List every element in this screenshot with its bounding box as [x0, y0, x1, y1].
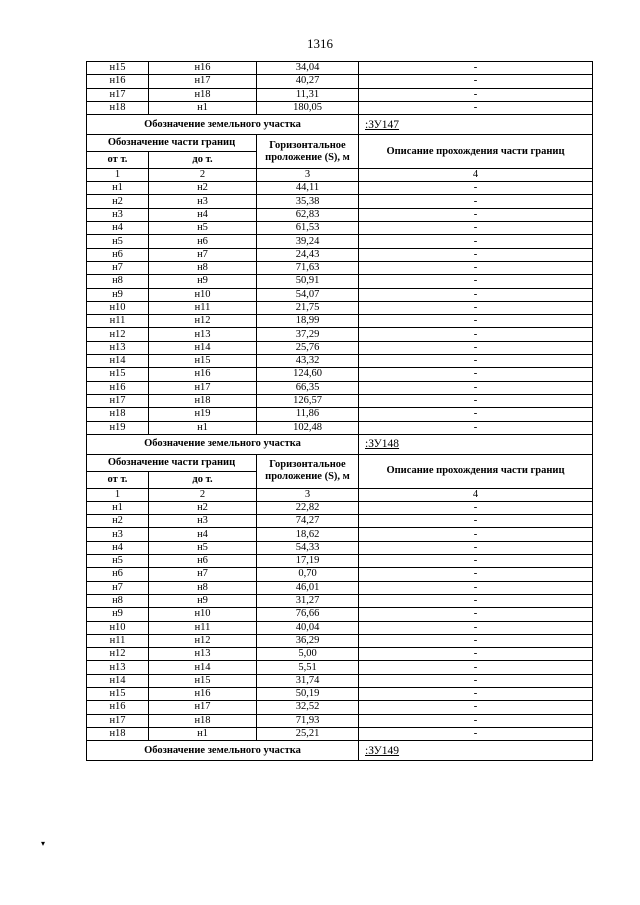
- to-point: н14: [149, 341, 257, 354]
- to-point: н19: [149, 408, 257, 421]
- table-row: [87, 528, 593, 541]
- to-point: н17: [149, 75, 257, 88]
- from-point: н15: [87, 368, 149, 381]
- description: -: [359, 621, 593, 634]
- parcel-code: :ЗУ148: [359, 434, 593, 454]
- description: -: [359, 541, 593, 554]
- to-point: н3: [149, 195, 257, 208]
- table-row: [87, 541, 593, 554]
- horizontal-length: 102,48: [257, 421, 359, 434]
- parcel-title-row: [87, 434, 593, 454]
- from-point: н17: [87, 394, 149, 407]
- to-point: н7: [149, 248, 257, 261]
- description: -: [359, 594, 593, 607]
- table-row: [87, 648, 593, 661]
- page-number: 1316: [307, 36, 333, 51]
- horizontal-length: 22,82: [257, 501, 359, 514]
- horizontal-length: 71,93: [257, 714, 359, 727]
- column-number-2: 2: [149, 169, 257, 182]
- description: -: [359, 208, 593, 221]
- table-row: [87, 275, 593, 288]
- parcel-label: Обозначение земельного участка: [87, 741, 359, 761]
- table-row: [87, 714, 593, 727]
- horizontal-length: 21,75: [257, 301, 359, 314]
- from-point: н14: [87, 674, 149, 687]
- horizontal-length: 17,19: [257, 555, 359, 568]
- horizontal-length: 11,31: [257, 88, 359, 101]
- table-row: [87, 701, 593, 714]
- horizontal-length: 34,04: [257, 62, 359, 75]
- table-row: [87, 381, 593, 394]
- horizontal-length: 31,27: [257, 594, 359, 607]
- description: -: [359, 101, 593, 114]
- column-number-3: 3: [257, 169, 359, 182]
- from-point: н4: [87, 541, 149, 554]
- from-point: н9: [87, 288, 149, 301]
- description: -: [359, 182, 593, 195]
- from-point: н12: [87, 648, 149, 661]
- horizontal-length: 46,01: [257, 581, 359, 594]
- table-row: [87, 88, 593, 101]
- to-point: н9: [149, 275, 257, 288]
- to-point: н5: [149, 222, 257, 235]
- table-row: [87, 608, 593, 621]
- from-point: н15: [87, 62, 149, 75]
- from-point: н10: [87, 301, 149, 314]
- horizontal-length: 32,52: [257, 701, 359, 714]
- horizontal-length: 54,07: [257, 288, 359, 301]
- to-point: н11: [149, 621, 257, 634]
- horizontal-length: 50,19: [257, 687, 359, 700]
- description: -: [359, 88, 593, 101]
- column-number-4: 4: [359, 169, 593, 182]
- parcel-code: :ЗУ149: [359, 741, 593, 761]
- description: -: [359, 674, 593, 687]
- column-number-1: 1: [87, 488, 149, 501]
- to-point: н1: [149, 421, 257, 434]
- description: -: [359, 608, 593, 621]
- table-row: [87, 674, 593, 687]
- from-point: н16: [87, 381, 149, 394]
- from-point: н2: [87, 515, 149, 528]
- from-point: н15: [87, 687, 149, 700]
- table-row: [87, 248, 593, 261]
- table-row: [87, 501, 593, 514]
- to-point: н4: [149, 528, 257, 541]
- table-row: [87, 568, 593, 581]
- horizontal-length: 71,63: [257, 261, 359, 274]
- horizontal-length: 76,66: [257, 608, 359, 621]
- description: -: [359, 301, 593, 314]
- from-point: н17: [87, 714, 149, 727]
- table-row: [87, 421, 593, 434]
- table-row: [87, 182, 593, 195]
- description: -: [359, 75, 593, 88]
- description: -: [359, 394, 593, 407]
- from-point: н7: [87, 581, 149, 594]
- horizontal-length: 66,35: [257, 381, 359, 394]
- table-row: [87, 288, 593, 301]
- to-point: н9: [149, 594, 257, 607]
- table-row: [87, 75, 593, 88]
- description: -: [359, 381, 593, 394]
- description: -: [359, 528, 593, 541]
- to-point: н13: [149, 648, 257, 661]
- to-point: н16: [149, 62, 257, 75]
- to-point: н6: [149, 555, 257, 568]
- horizontal-length: 40,04: [257, 621, 359, 634]
- header-to: до т.: [149, 152, 257, 169]
- table-row: [87, 634, 593, 647]
- horizontal-length: 180,05: [257, 101, 359, 114]
- to-point: н1: [149, 727, 257, 740]
- table-row: [87, 101, 593, 114]
- to-point: н8: [149, 581, 257, 594]
- from-point: н2: [87, 195, 149, 208]
- table-row: [87, 328, 593, 341]
- table-row: [87, 555, 593, 568]
- header-description: Описание прохождения части границ: [359, 135, 593, 169]
- table-row: [87, 594, 593, 607]
- column-number-row: [87, 169, 593, 182]
- description: -: [359, 408, 593, 421]
- table-row: [87, 195, 593, 208]
- to-point: н6: [149, 235, 257, 248]
- parcel-label: Обозначение земельного участка: [87, 434, 359, 454]
- table-row: [87, 235, 593, 248]
- to-point: н18: [149, 394, 257, 407]
- from-point: н13: [87, 661, 149, 674]
- header-part-designation: Обозначение части границ: [87, 135, 257, 152]
- from-point: н18: [87, 101, 149, 114]
- column-number-row: [87, 488, 593, 501]
- horizontal-length: 11,86: [257, 408, 359, 421]
- header-row: [87, 135, 593, 152]
- header-horizontal-length: Горизонтальное проложение (S), м: [257, 135, 359, 169]
- boundary-table-body: [87, 62, 593, 761]
- from-point: н19: [87, 421, 149, 434]
- description: -: [359, 275, 593, 288]
- parcel-title-row: [87, 741, 593, 761]
- horizontal-length: 44,11: [257, 182, 359, 195]
- parcel-label: Обозначение земельного участка: [87, 115, 359, 135]
- description: -: [359, 515, 593, 528]
- description: -: [359, 727, 593, 740]
- horizontal-length: 54,33: [257, 541, 359, 554]
- description: -: [359, 355, 593, 368]
- header-part-designation: Обозначение части границ: [87, 454, 257, 471]
- to-point: н3: [149, 515, 257, 528]
- from-point: н18: [87, 727, 149, 740]
- to-point: н16: [149, 368, 257, 381]
- description: -: [359, 341, 593, 354]
- to-point: н13: [149, 328, 257, 341]
- description: -: [359, 648, 593, 661]
- description: -: [359, 568, 593, 581]
- description: -: [359, 222, 593, 235]
- description: -: [359, 701, 593, 714]
- from-point: н10: [87, 621, 149, 634]
- horizontal-length: 18,62: [257, 528, 359, 541]
- to-point: н10: [149, 608, 257, 621]
- description: -: [359, 687, 593, 700]
- table-row: [87, 687, 593, 700]
- to-point: н2: [149, 182, 257, 195]
- table-row: [87, 408, 593, 421]
- boundary-table: [86, 61, 593, 761]
- description: -: [359, 288, 593, 301]
- header-from: от т.: [87, 152, 149, 169]
- from-point: н1: [87, 501, 149, 514]
- description: -: [359, 634, 593, 647]
- horizontal-length: 126,57: [257, 394, 359, 407]
- description: -: [359, 661, 593, 674]
- header-horizontal-length: Горизонтальное проложение (S), м: [257, 454, 359, 488]
- header-from: от т.: [87, 471, 149, 488]
- margin-mark: ▾: [41, 839, 46, 848]
- to-point: н5: [149, 541, 257, 554]
- table-row: [87, 315, 593, 328]
- from-point: н5: [87, 555, 149, 568]
- horizontal-length: 39,24: [257, 235, 359, 248]
- from-point: н11: [87, 315, 149, 328]
- from-point: н17: [87, 88, 149, 101]
- parcel-code: :ЗУ147: [359, 115, 593, 135]
- table-row: [87, 208, 593, 221]
- horizontal-length: 24,43: [257, 248, 359, 261]
- from-point: н9: [87, 608, 149, 621]
- from-point: н16: [87, 701, 149, 714]
- horizontal-length: 5,00: [257, 648, 359, 661]
- table-row: [87, 515, 593, 528]
- to-point: н18: [149, 88, 257, 101]
- header-row: [87, 454, 593, 471]
- horizontal-length: 25,76: [257, 341, 359, 354]
- from-point: н3: [87, 208, 149, 221]
- to-point: н12: [149, 634, 257, 647]
- to-point: н17: [149, 701, 257, 714]
- column-number-1: 1: [87, 169, 149, 182]
- table-row: [87, 222, 593, 235]
- from-point: н3: [87, 528, 149, 541]
- table-row: [87, 727, 593, 740]
- from-point: н8: [87, 275, 149, 288]
- to-point: н14: [149, 661, 257, 674]
- horizontal-length: 5,51: [257, 661, 359, 674]
- description: -: [359, 581, 593, 594]
- table-row: [87, 368, 593, 381]
- description: -: [359, 62, 593, 75]
- from-point: н5: [87, 235, 149, 248]
- description: -: [359, 235, 593, 248]
- table-row: [87, 301, 593, 314]
- description: -: [359, 368, 593, 381]
- description: -: [359, 421, 593, 434]
- to-point: н10: [149, 288, 257, 301]
- from-point: н12: [87, 328, 149, 341]
- from-point: н7: [87, 261, 149, 274]
- to-point: н4: [149, 208, 257, 221]
- table-row: [87, 355, 593, 368]
- horizontal-length: 25,21: [257, 727, 359, 740]
- from-point: н18: [87, 408, 149, 421]
- to-point: н1: [149, 101, 257, 114]
- column-number-3: 3: [257, 488, 359, 501]
- to-point: н15: [149, 674, 257, 687]
- description: -: [359, 248, 593, 261]
- horizontal-length: 35,38: [257, 195, 359, 208]
- from-point: н11: [87, 634, 149, 647]
- from-point: н6: [87, 248, 149, 261]
- horizontal-length: 43,32: [257, 355, 359, 368]
- table-row: [87, 661, 593, 674]
- description: -: [359, 195, 593, 208]
- description: -: [359, 261, 593, 274]
- horizontal-length: 124,60: [257, 368, 359, 381]
- parcel-title-row: [87, 115, 593, 135]
- horizontal-length: 62,83: [257, 208, 359, 221]
- description: -: [359, 714, 593, 727]
- column-number-4: 4: [359, 488, 593, 501]
- column-number-2: 2: [149, 488, 257, 501]
- horizontal-length: 37,29: [257, 328, 359, 341]
- from-point: н1: [87, 182, 149, 195]
- from-point: н16: [87, 75, 149, 88]
- description: -: [359, 328, 593, 341]
- from-point: н13: [87, 341, 149, 354]
- header-description: Описание прохождения части границ: [359, 454, 593, 488]
- horizontal-length: 18,99: [257, 315, 359, 328]
- description: -: [359, 555, 593, 568]
- to-point: н8: [149, 261, 257, 274]
- horizontal-length: 50,91: [257, 275, 359, 288]
- to-point: н18: [149, 714, 257, 727]
- horizontal-length: 74,27: [257, 515, 359, 528]
- table-row: [87, 261, 593, 274]
- table-row: [87, 621, 593, 634]
- from-point: н8: [87, 594, 149, 607]
- horizontal-length: 36,29: [257, 634, 359, 647]
- to-point: н7: [149, 568, 257, 581]
- from-point: н14: [87, 355, 149, 368]
- table-row: [87, 394, 593, 407]
- table-row: [87, 341, 593, 354]
- horizontal-length: 31,74: [257, 674, 359, 687]
- to-point: н11: [149, 301, 257, 314]
- table-row: [87, 62, 593, 75]
- table-row: [87, 581, 593, 594]
- description: -: [359, 501, 593, 514]
- to-point: н12: [149, 315, 257, 328]
- horizontal-length: 40,27: [257, 75, 359, 88]
- to-point: н16: [149, 687, 257, 700]
- header-to: до т.: [149, 471, 257, 488]
- to-point: н2: [149, 501, 257, 514]
- horizontal-length: 0,70: [257, 568, 359, 581]
- horizontal-length: 61,53: [257, 222, 359, 235]
- to-point: н15: [149, 355, 257, 368]
- to-point: н17: [149, 381, 257, 394]
- from-point: н6: [87, 568, 149, 581]
- description: -: [359, 315, 593, 328]
- from-point: н4: [87, 222, 149, 235]
